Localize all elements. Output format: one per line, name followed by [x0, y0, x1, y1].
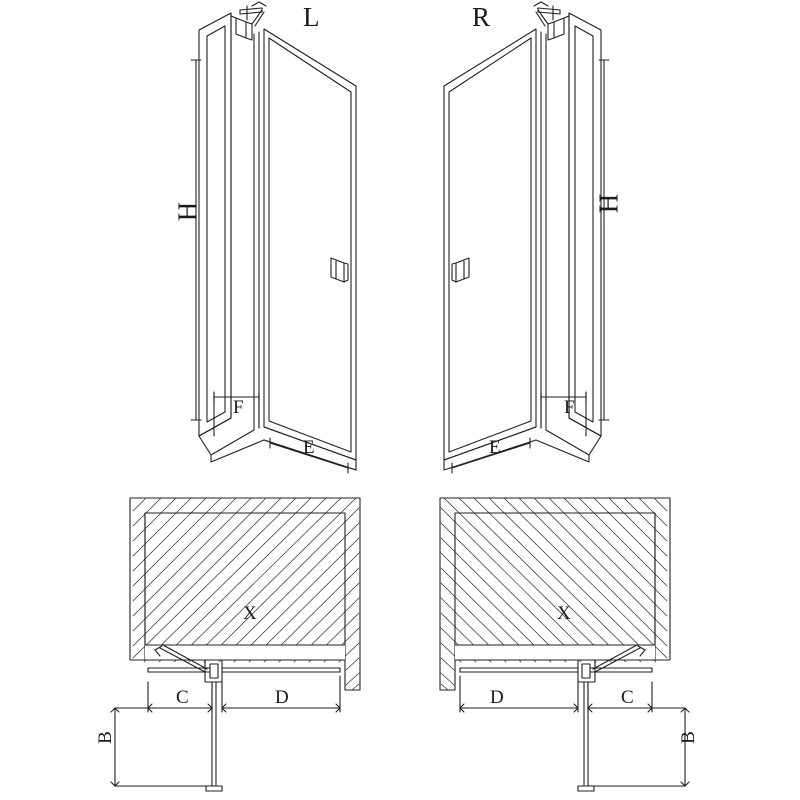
plan-right-geometry: [440, 498, 670, 690]
plan-left-geometry: [130, 498, 360, 690]
elevation-right-geometry: [444, 2, 609, 473]
plan-left-hatch: [133, 498, 359, 690]
dimension-label-b-left: B: [94, 731, 116, 744]
hand-label-right: R: [472, 2, 491, 32]
plan-right-hatch: [441, 498, 667, 690]
dimension-label-x-left: X: [243, 603, 257, 624]
elevation-left-geometry: [191, 2, 356, 473]
dimension-label-c-right: C: [621, 687, 634, 708]
dimension-label-e-right: E: [489, 437, 501, 458]
dimension-label-d-left: D: [275, 687, 289, 708]
dimension-label-c-left: C: [176, 687, 189, 708]
dimension-label-d-right: D: [490, 687, 504, 708]
dimension-label-b-right: B: [677, 731, 699, 744]
dimension-label-f-left: F: [233, 397, 244, 418]
dimension-label-x-right: X: [557, 603, 571, 624]
dimension-label-f-right: F: [564, 397, 575, 418]
dimension-label-h-left: H: [172, 201, 203, 222]
hand-label-left: L: [303, 2, 320, 32]
dimension-label-h-right: H: [593, 193, 624, 214]
dimension-label-e-left: E: [303, 437, 315, 458]
